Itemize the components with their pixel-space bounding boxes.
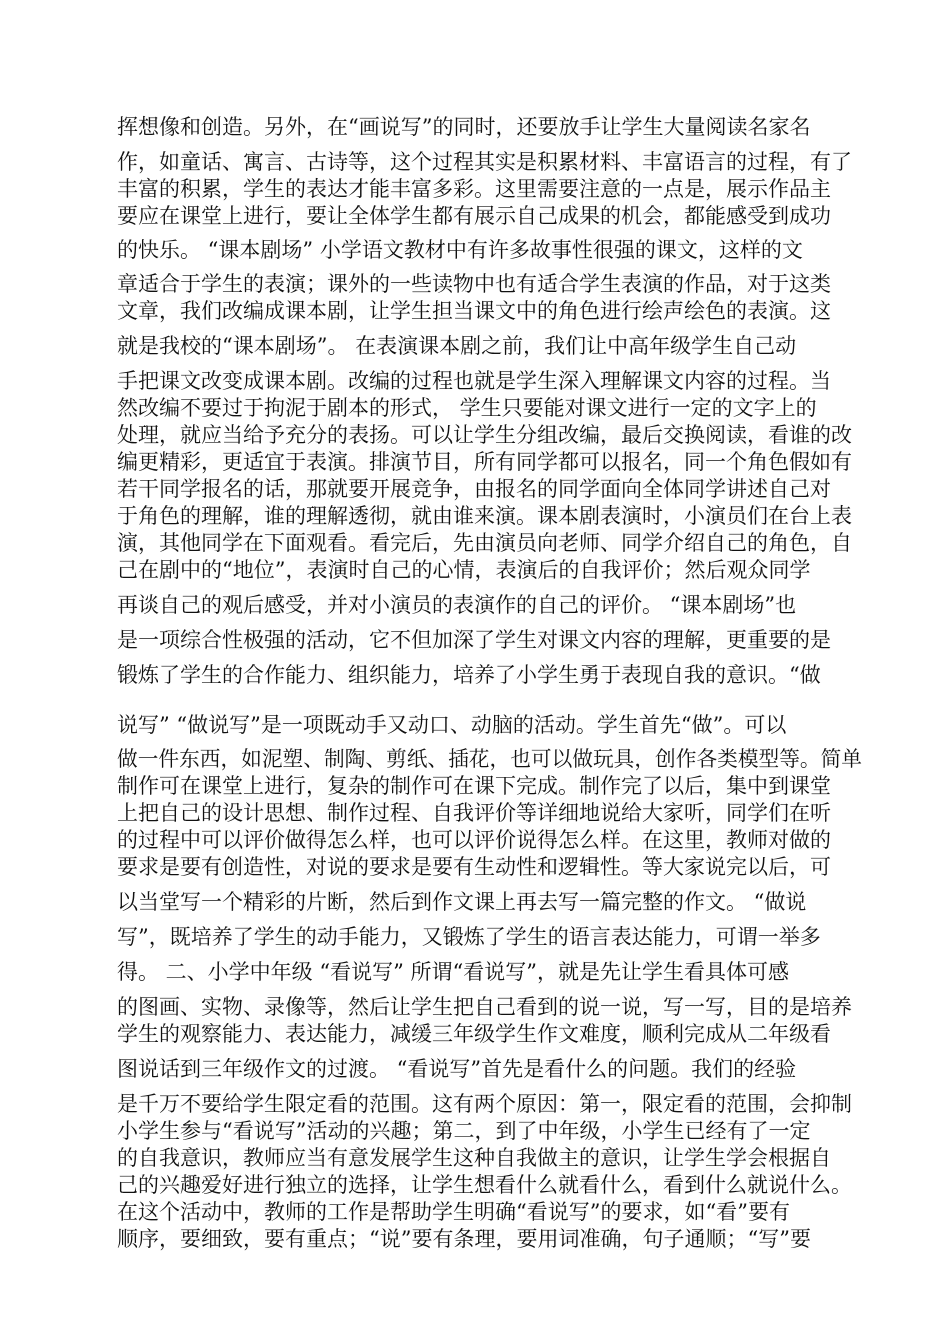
text-line: 做一件东西，如泥塑、制陶、剪纸、插花，也可以做玩具，创作各类模型等。简单 [117,747,862,771]
text-line: 处理，就应当给予充分的表扬。可以让学生分组改编，最后交换阅读，看谁的改 [117,423,852,447]
text-line: 的快乐。 “课本剧场” 小学语文教材中有许多故事性很强的课文，这样的文 [117,238,803,262]
text-line: 是一项综合性极强的活动，它不但加深了学生对课文内容的理解，更重要的是 [117,628,831,652]
text-line: 以当堂写一个精彩的片断，然后到作文课上再去写一篇完整的作文。 “做说 [117,890,807,914]
text-line: 于角色的理解，谁的理解透彻，就由谁来演。课本剧表演时，小演员们在台上表 [117,504,852,528]
text-line: 再谈自己的观后感受，并对小演员的表演作的自己的评价。 “课本剧场”也 [117,593,797,617]
text-line: 的过程中可以评价做得怎么样，也可以评价说得怎么样。在这里，教师对做的 [117,828,831,852]
text-line: 编更精彩，更适宜于表演。排演节目，所有同学都可以报名，同一个角色假如有 [117,450,852,474]
text-line: 然改编不要过于拘泥于剧本的形式， 学生只要能对课文进行一定的文字上的 [117,396,817,420]
text-line: 学生的观察能力、表达能力，减缓三年级学生作文难度，顺利完成从二年级看 [117,1022,831,1046]
text-line: 得。 二、小学中年级 “看说写” 所谓“看说写”，就是先让学生看具体可感 [117,960,789,984]
text-line: 的自我意识，教师应当有意发展学生这种自我做主的意识，让学生学会根据自 [117,1146,831,1170]
text-line: 挥想像和创造。另外，在“画说写”的同时，还要放手让学生大量阅读名家名 [117,115,811,139]
text-line: 己在剧中的“地位”，表演时自己的心情，表演后的自我评价；然后观众同学 [117,558,811,582]
text-line: 是千万不要给学生限定看的范围。这有两个原因：第一，限定看的范围，会抑制 [117,1092,852,1116]
text-line: 锻炼了学生的合作能力、组织能力，培养了小学生勇于表现自我的意识。“做 [117,663,821,687]
text-line: 说写” “做说写”是一项既动手又动口、动脑的活动。学生首先“做”。可以 [117,713,787,737]
text-line: 作，如童话、寓言、古诗等，这个过程其实是积累材料、丰富语言的过程，有了 [117,150,852,174]
text-line: 制作可在课堂上进行，复杂的制作可在课下完成。制作完了以后，集中到课堂 [117,774,831,798]
text-line: 文章，我们改编成课本剧，让学生担当课文中的角色进行绘声绘色的表演。这 [117,299,831,323]
text-line: 小学生参与“看说写”活动的兴趣；第二，到了中年级，小学生已经有了一定 [117,1119,811,1143]
text-line: 章适合于学生的表演；课外的一些读物中也有适合学生表演的作品，对于这类 [117,272,831,296]
text-line: 要应在课堂上进行，要让全体学生都有展示自己成果的机会，都能感受到成功 [117,204,831,228]
text-line: 写”，既培养了学生的动手能力，又锻炼了学生的语言表达能力，可谓一举多 [117,925,821,949]
text-line: 丰富的积累，学生的表达才能丰富多彩。这里需要注意的一点是，展示作品主 [117,177,831,201]
text-line: 上把自己的设计思想、制作过程、自我评价等详细地说给大家听，同学们在听 [117,801,831,825]
text-line: 己的兴趣爱好进行独立的选择，让学生想看什么就看什么，看到什么就说什么。 [117,1173,852,1197]
text-line: 若干同学报名的话，那就要开展竞争，由报名的同学面向全体同学讲述自己对 [117,477,831,501]
text-line: 要求是要有创造性，对说的要求是要有生动性和逻辑性。等大家说完以后，可 [117,855,831,879]
text-line: 手把课文改变成课本剧。改编的过程也就是学生深入理解课文内容的过程。当 [117,369,831,393]
text-line: 演，其他同学在下面观看。看完后，先由演员向老师、同学介绍自己的角色，自 [117,531,852,555]
text-line: 就是我校的“课本剧场”。 在表演课本剧之前，我们让中高年级学生自己动 [117,334,797,358]
text-line: 的图画、实物、录像等，然后让学生把自己看到的说一说，写一写，目的是培养 [117,995,852,1019]
text-line: 图说话到三年级作文的过渡。 “看说写”首先是看什么的问题。我们的经验 [117,1057,797,1081]
text-line: 顺序，要细致，要有重点；“说”要有条理，要用词准确，句子通顺；“写”要 [117,1227,811,1251]
text-line: 在这个活动中，教师的工作是帮助学生明确“看说写”的要求，如“看”要有 [117,1200,790,1224]
